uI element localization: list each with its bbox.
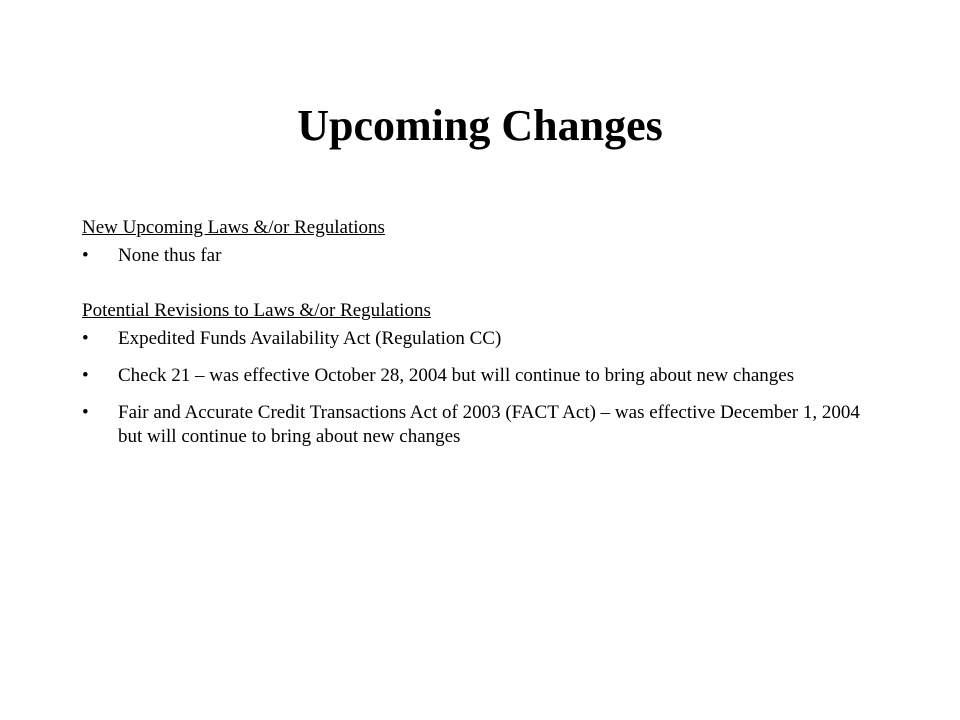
bullet-icon: • [82,245,89,266]
section-heading-new-laws: New Upcoming Laws &/or Regulations [82,217,385,238]
bullet-icon: • [82,402,89,423]
slide-title: Upcoming Changes [297,101,663,150]
bullet-icon: • [82,365,89,386]
list-item-text: Check 21 – was effective October 28, 2004 but will continue to bring about new changes [118,365,795,386]
list-item [82,401,862,449]
list-item [82,327,862,351]
bullet-list-potential-revisions [82,327,862,449]
list-item-text: None thus far [118,245,222,266]
list-item [82,364,862,388]
section-heading-potential-revisions: Potential Revisions to Laws &/or Regulations [82,300,431,321]
slide-content [82,216,862,462]
bullet-list-new-laws [82,244,862,268]
list-item [82,244,862,268]
list-item-text: Expedited Funds Availability Act (Regulation CC) [118,328,502,349]
bullet-icon: • [82,328,89,349]
list-item-text: Fair and Accurate Credit Transactions Act of 2003 (FACT Act) – was effective December 1, 2004 but will continue to bring about new changes [118,402,860,447]
